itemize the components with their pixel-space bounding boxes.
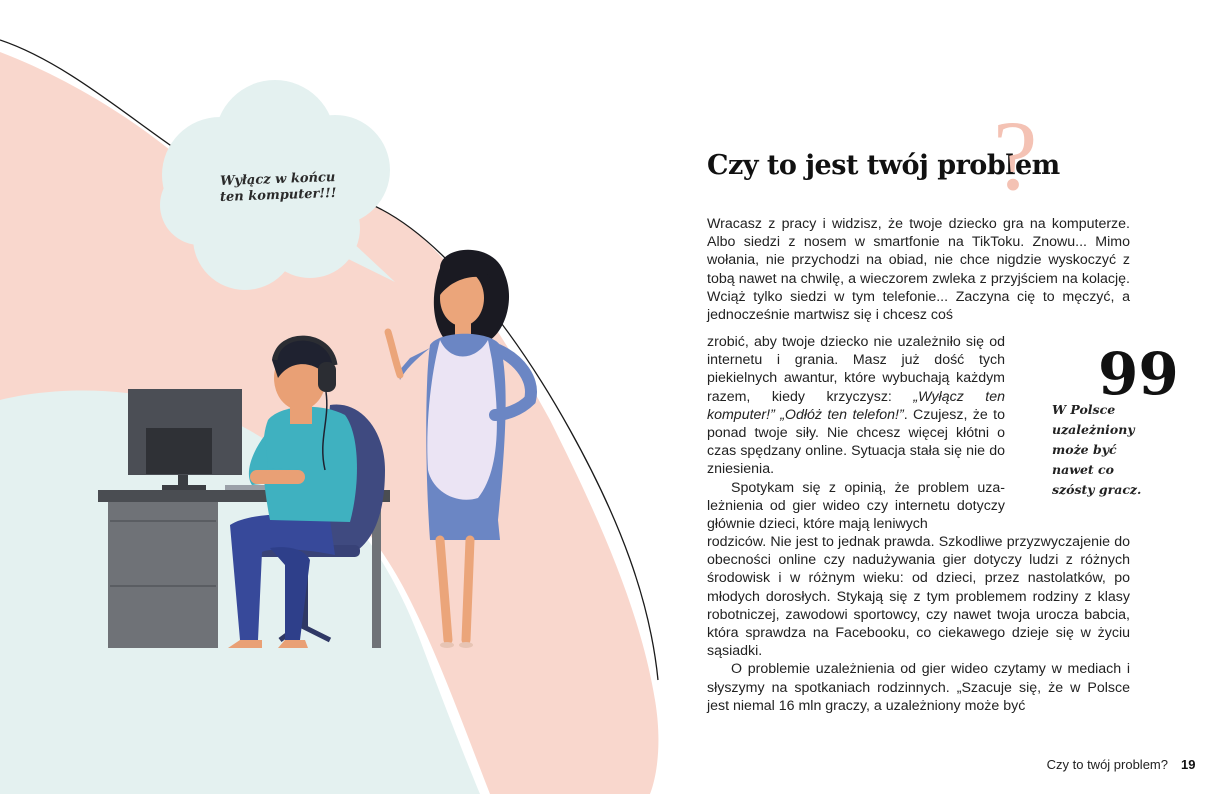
paragraph-second-start: Spotykam się z opinią, że problem uzależnienia od gier wideo czy internetu dotyczy głównie dzieci, które mają leniwych: [707, 479, 1005, 533]
quote-mark-icon: 99: [1098, 340, 1179, 408]
paragraph-third: O problemie uzależnienia od gier wideo czytamy w mediach i słyszymy na spotkaniach rodzinnych. „Szacuje się, że w Polsce jest niemal 16 mln graczy, a uzależniony może być: [707, 661, 1130, 714]
speech-bubble-text: Wyłącz w końcu ten komputer!!!: [219, 169, 337, 206]
paragraph-intro-text: Wracasz z pracy i widzisz, że twoje dziecko gra na komputerze. Albo siedzi z nosem w smartfonie na TikToku. Znowu... Mimo wołania, nie przychodzi na obiad, nie chce nigdzie wyskoczyć z tobą nawet na chwilę, a wieczorem zwleka z przyjściem na kolację. Wciąż tylko siedzi w tym telefonie... Zaczyna cię to męczyć, a jednocześnie martwisz się i chcesz coś: [707, 216, 1130, 324]
inline-quote-1: „Wyłącz ten komputer!”: [707, 388, 1005, 423]
pull-quote: W Polsce uzależniony może być nawet co szósty gracz.: [1052, 402, 1142, 497]
footer-section-title: Czy to twój problem?: [1046, 757, 1168, 772]
inline-quote-2: „Odłóż ten telefon!”: [780, 406, 904, 423]
paragraph-second-end: rodziców. Nie jest to jednak prawda. Szkodliwe przyzwyczajenie do obecności online czy nadużywania gier dotyczy ludzi z różnych środowisk i w różnym wieku: od dzieci, przez nastolatków, po młodych dorosłych. Stykają się z tym problemem rodziny z klasy robotniczej, zawodowi sportowcy, czy nawet twoja urocza babcia, która sprawdza na Facebooku, co ciekawego dzieje się w życiu sąsiadki.: [707, 534, 1130, 660]
paragraph-lower: [707, 533, 1130, 715]
page-number: 19: [1181, 757, 1196, 772]
paragraph-intro: [707, 215, 1130, 324]
paragraph-mid-end: . Czujesz, że to ponad twoje siły. Nie chcesz więcej kłótni o czas spędzany online. Sytuacja stała się nie do zniesienia.: [707, 406, 1005, 478]
paragraph-mid: [707, 333, 1005, 479]
question-mark-decoration: ?: [993, 100, 1038, 211]
page-title: Czy to jest twój problem: [707, 150, 1060, 181]
paragraph-mid-start: zrobić, aby twoje dziecko nie uzależniło się od internetu i grania. Masz już dość tych piekielnych awantur, które wybuchają każdym razem, kiedy krzyczysz:: [707, 334, 1005, 405]
paragraph-narrow: [707, 333, 1005, 533]
